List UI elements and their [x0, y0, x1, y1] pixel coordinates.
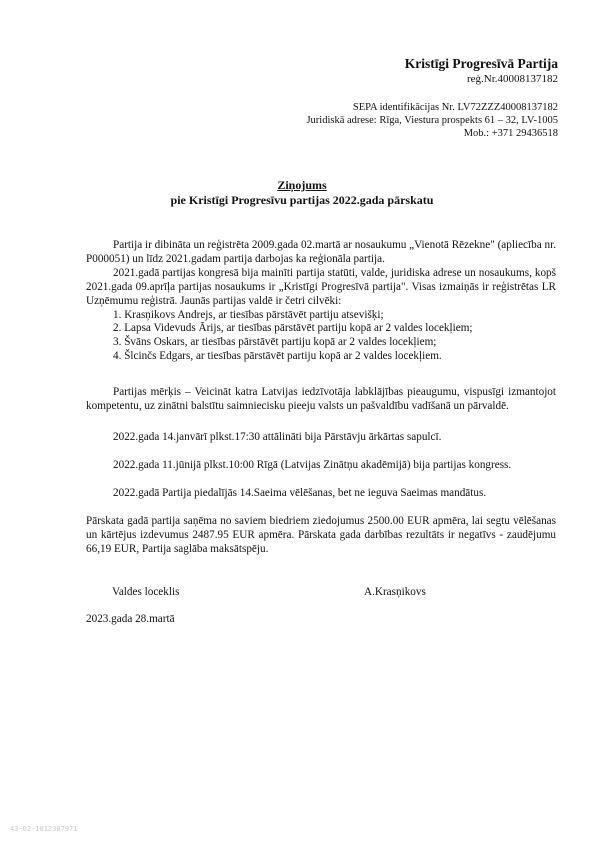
board-member-item: 2. Lapsa Videvuds Ārijs, ar tiesības pārstāvēt partiju kopā ar 2 valdes locekļiem; [113, 322, 473, 335]
paragraph-changes: 2021.gadā partijas kongresā bija mainīti partija statūti, valde, juridiska adrese un nosaukums, kopš 2021.gada 09.aprīļa partijas nosaukums ir „Kristīgi Progresīvā partija". Visas izmaiņās ir reģistrētas LR Uzņēmumu reģistrā. Jaunās partijas valdē ir četri cilvēki: [86, 266, 556, 307]
sepa-id: SEPA identifikācijas Nr. LV72ZZZ40008137182 [352, 102, 558, 113]
document-date: 2023.gada 28.martā [86, 613, 175, 625]
paragraph-founding: Partija ir dibināta un reģistrēta 2009.gada 02.martā ar nosaukumu „Vienotā Rēzekne" (apliecība nr. P000051) un līdz 2021.gadam partija darbojas ka reģionāla partija. [86, 239, 556, 265]
paragraph-meeting: 2022.gada 14.janvārī plkst.17:30 attālināti bija Pārstāvju ārkārtas sapulcī. [113, 431, 442, 443]
title-line-2: pie Kristīgi Progresīvu partijas 2022.gada pārskatu [170, 193, 434, 207]
paragraph-finances: Pārskata gadā partija saņēma no saviem biedriem ziedojumus 2500.00 EUR apmēra, lai segtu vēlēšanas un kārtējus izdevumus 2487.95 EUR apmēra. Pārskata gada darbības rezultāts ir negatīvs - zaudējumu 66,19 EUR, Partija saglāba maksātspēju. [86, 515, 556, 555]
board-member-item: 4. Šlcinčs Edgars, ar tiesības pārstāvēt partiju kopā ar 2 valdes locekļiem. [113, 350, 442, 363]
signature-name: A.Krasņikovs [364, 586, 426, 598]
footer-code: 43-02-1012387971 [10, 825, 78, 833]
title-line-1: Ziņojums [277, 178, 327, 192]
registration-number: reģ.Nr.40008137182 [466, 73, 558, 85]
paragraph-goal: Partijas mērķis – Veicināt katra Latvijas iedzīvotāja labklājības pieaugumu, vispusīgi izmantojot kompetentu, uz zinātni balstītu saimniecisku pieeju valsts un pašvaldību vadīšanā un pārvaldē. [86, 386, 556, 412]
organization-name: Kristīgi Progresīvā Partija [404, 56, 558, 71]
paragraph-elections: 2022.gadā Partija piedalījās 14.Saeima vēlēšanas, bet ne ieguva Saeimas mandātus. [113, 487, 487, 499]
mobile-number: Mob.: +371 29436518 [463, 128, 558, 139]
paragraph-congress: 2022.gada 11.jūnijā plkst.10:00 Rīgā (Latvijas Zinātņu akadēmijā) bija partijas kongress. [113, 459, 512, 471]
board-member-item: 3. Švāns Oskars, ar tiesības pārstāvēt partiju kopā ar 2 valdes locekļiem; [113, 336, 437, 349]
legal-address: Juridiskā adrese: Rīga, Viestura prospekts 61 – 32, LV-1005 [306, 115, 558, 126]
body-section-board [86, 239, 556, 364]
signature-role: Valdes loceklis [112, 586, 180, 598]
document-title [0, 178, 604, 208]
contact-block [306, 101, 558, 140]
board-member-item: 1. Krasņikovs Andrejs, ar tiesības pārstāvēt partiju atsevišķi; [113, 308, 384, 321]
